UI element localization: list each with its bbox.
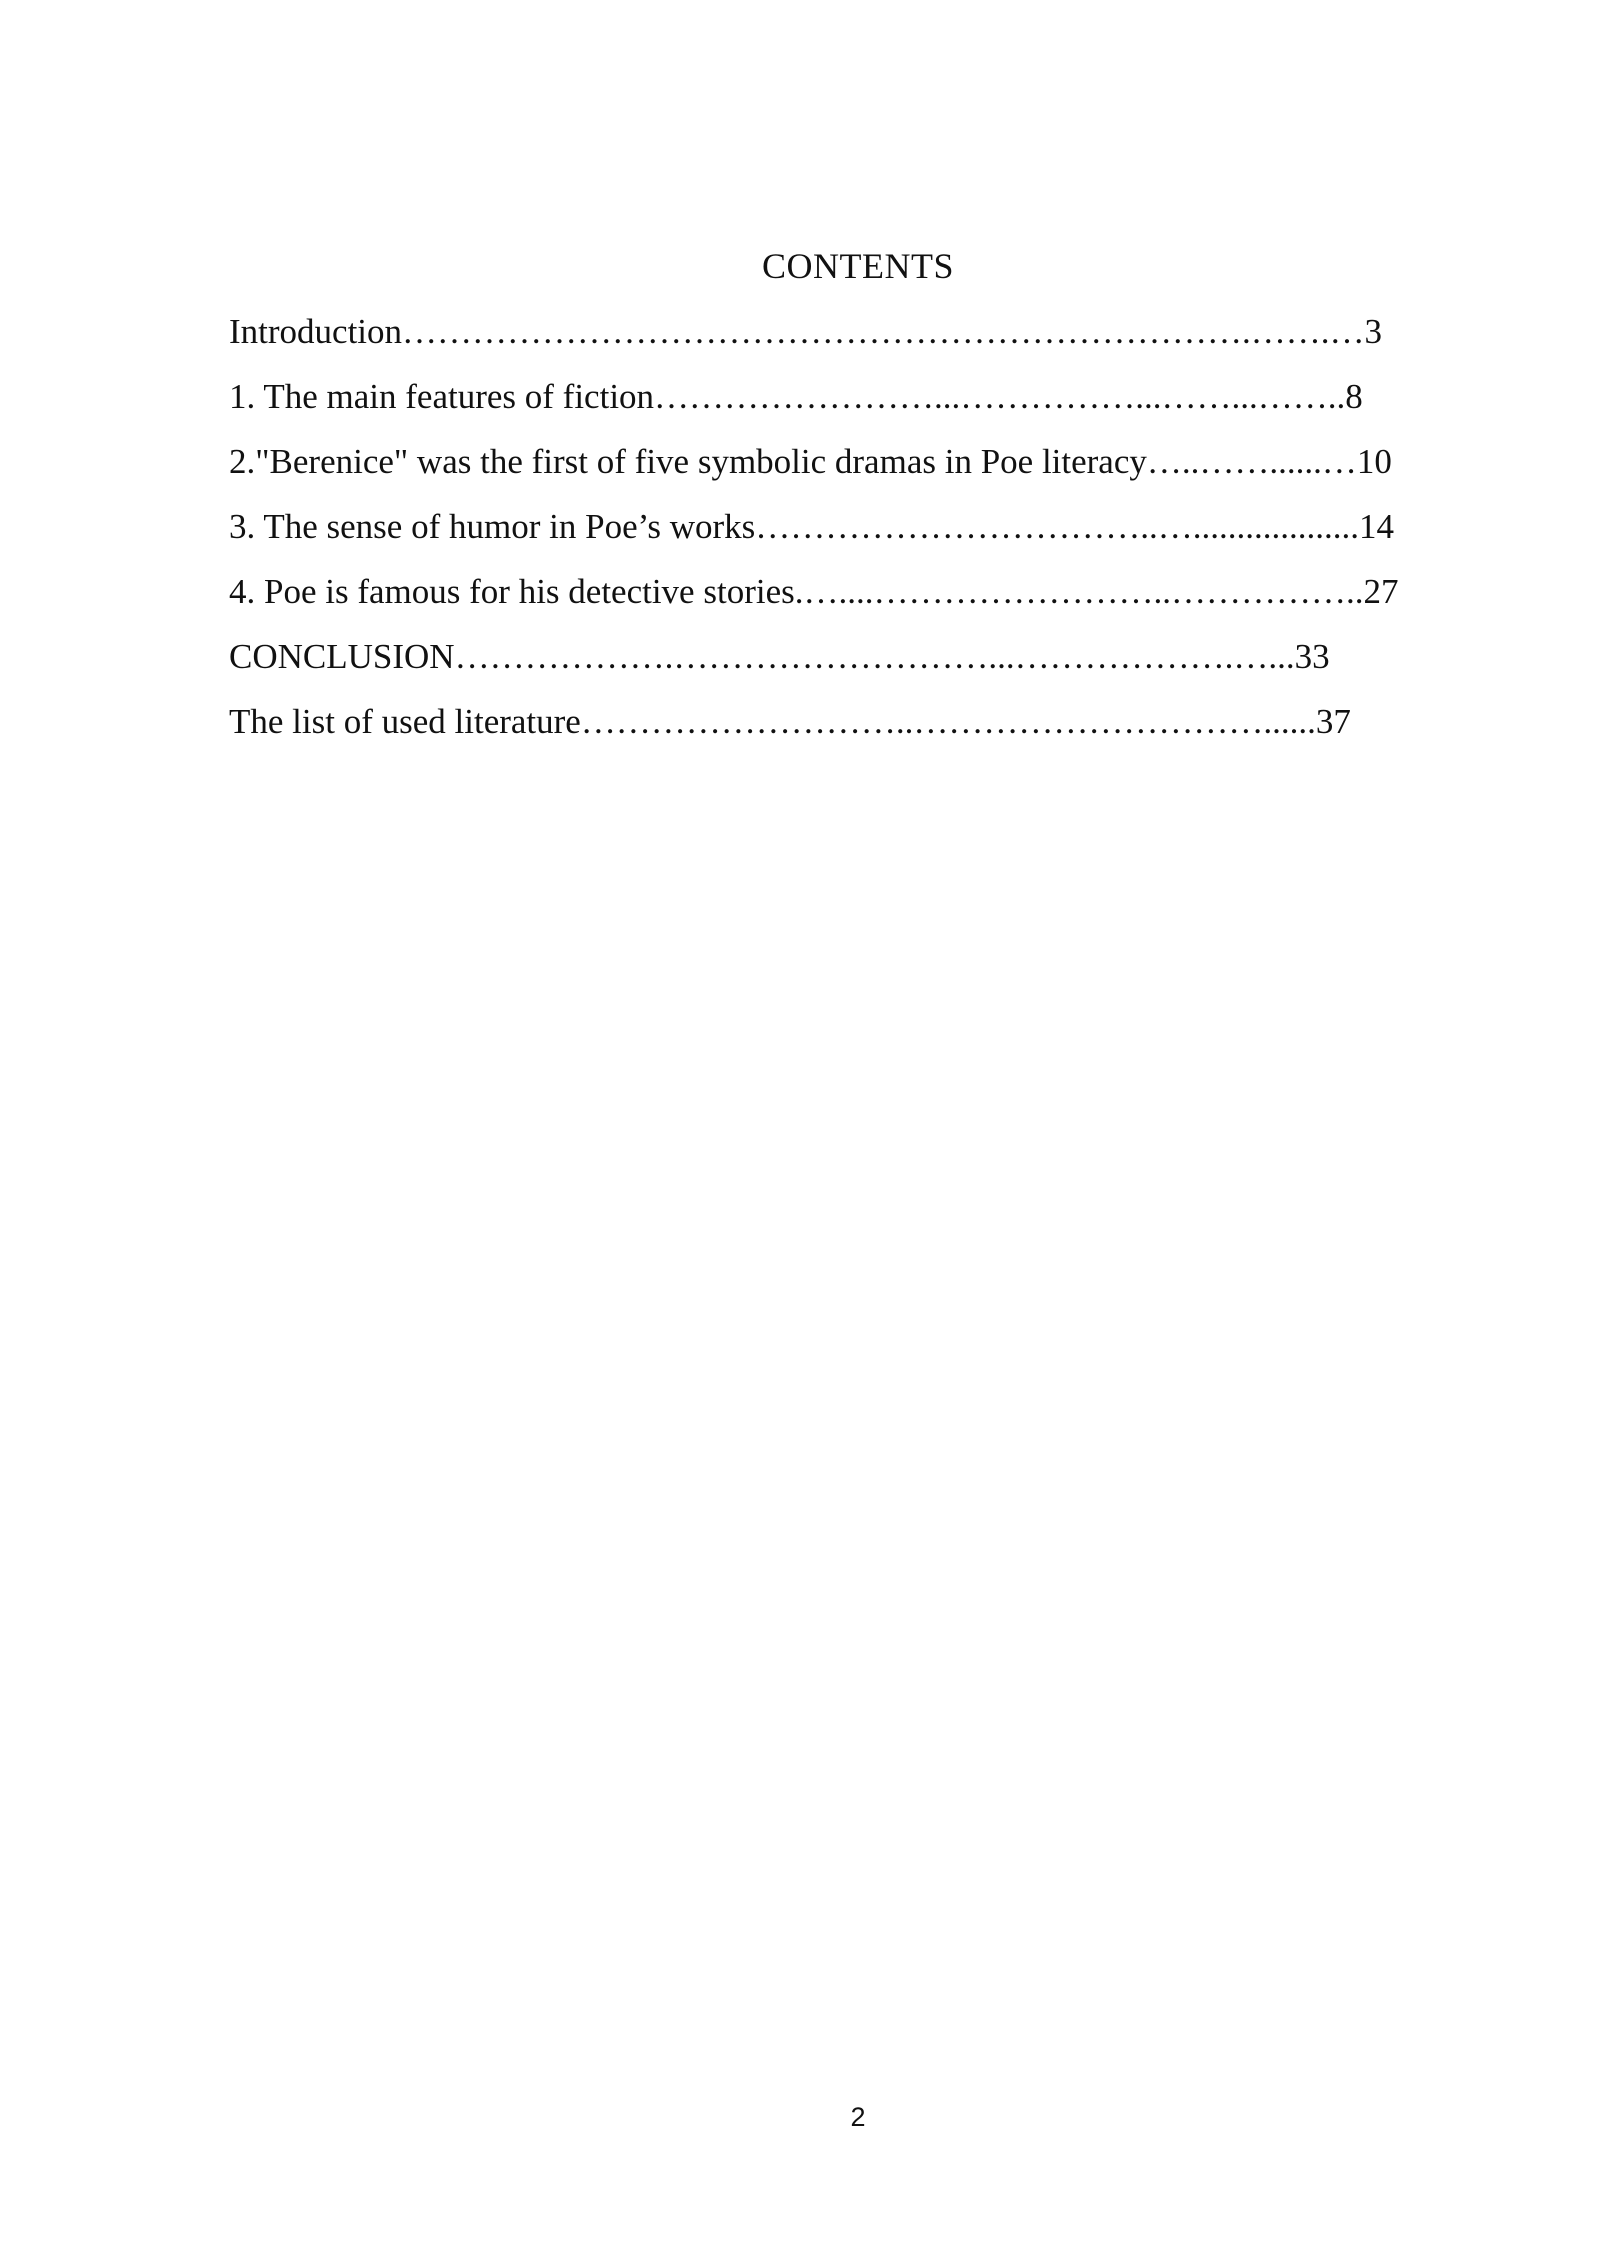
table-of-contents [229,308,1529,763]
toc-entry-berenice: 2."Berenice" was the first of five symbolic dramas in Poe literacy…..……......…10 [229,442,1392,481]
toc-entry-detective-stories: 4. Poe is famous for his detective stories.…....……………………..……………..27 [229,572,1399,611]
toc-entry-main-features: 1. The main features of fiction……………………...……………...……...……..8 [229,377,1363,416]
toc-entry-literature-list: The list of used literature………………………..…………………………......37 [229,702,1351,741]
toc-entry-sense-of-humor: 3. The sense of humor in Poe’s works……………………………..…...................14 [229,507,1394,546]
toc-entry-introduction: Introduction……………………………………………………………….…….…3 [229,312,1383,351]
toc-entry-conclusion: CONCLUSION……………….………………………...……………….…...33 [229,637,1330,676]
contents-title: CONTENTS [762,246,954,286]
page-number: 2 [850,2102,866,2132]
